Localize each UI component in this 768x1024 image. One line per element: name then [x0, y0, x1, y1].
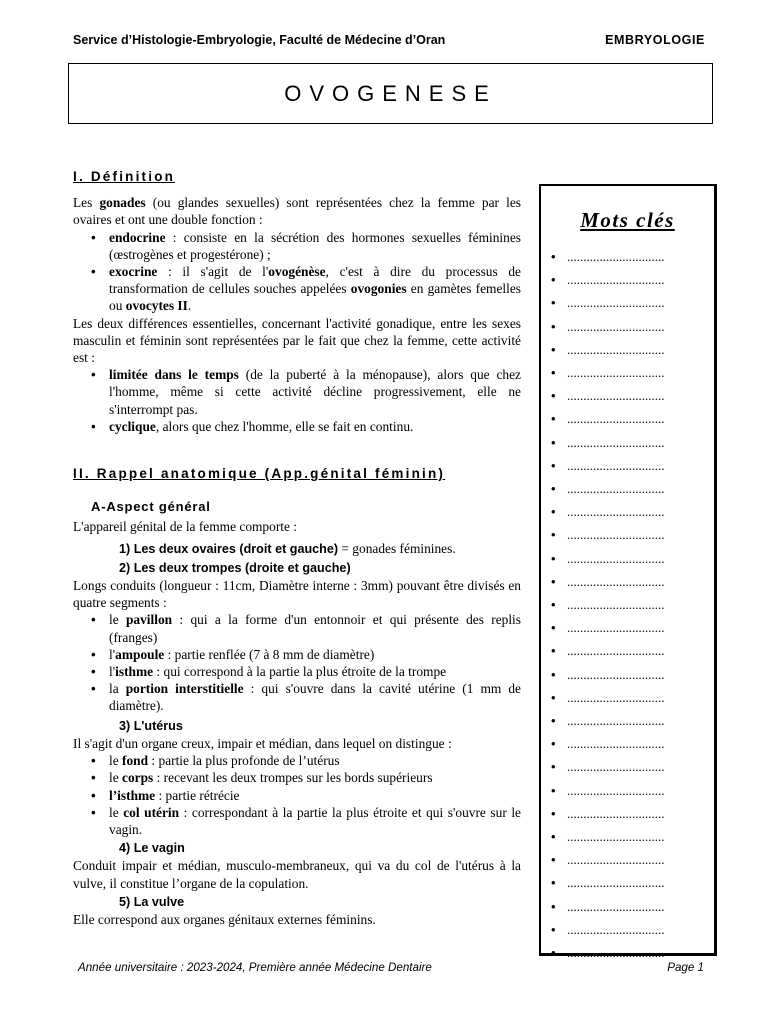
list-item-ampoule: • l'ampoule : partie renflée (7 à 8 mm de diamètre) [109, 646, 521, 663]
keyword-blank-line: • .............................. [567, 477, 714, 500]
keyword-blank-line: • .............................. [567, 825, 714, 848]
differences-text: Les deux différences essentielles, concernant l'activité gonadique, entre les sexes masculin et féminin sont représentées par le fait que chez la femme, cette activité est : [73, 315, 521, 366]
activity-list [73, 366, 521, 435]
function-list [73, 229, 521, 315]
list-item-cyclique: • cyclique, alors que chez l'homme, elle se fait en continu. [109, 418, 521, 435]
title-box [68, 63, 713, 124]
keyword-blank-line: • .............................. [567, 384, 714, 407]
keyword-blank-line: • .............................. [567, 686, 714, 709]
keyword-blank-line: • .............................. [567, 918, 714, 941]
section-1-heading: I. Définition [73, 169, 176, 184]
item-vagin-heading: 4) Le vagin [119, 841, 185, 856]
mots-cles-box [539, 184, 717, 961]
list-item-portion-interstitielle: • la portion interstitielle : qui s'ouvre dans la cavité utérine (1 mm de diamètre). [109, 680, 521, 714]
list-item-exocrine: • exocrine : il s'agit de l'ovogénèse, c'est à dire du processus de transformation de cellules souches appelées ovogonies en gamètes femelles ou ovocytes II. [109, 263, 521, 315]
keyword-blank-line: • .............................. [567, 454, 714, 477]
keyword-blank-line: • .............................. [567, 755, 714, 778]
trompes-segments-list [73, 611, 521, 714]
keyword-blank-line: • .............................. [567, 895, 714, 918]
keyword-blank-line: • .............................. [567, 500, 714, 523]
keyword-blank-line: • .............................. [567, 871, 714, 894]
mots-cles-title: Mots clés [580, 208, 675, 232]
keyword-blank-line: • .............................. [567, 616, 714, 639]
list-item-fond: • le fond : partie la plus profonde de l’utérus [109, 752, 521, 769]
list-item-corps: • le corps : recevant les deux trompes sur les bords supérieurs [109, 769, 521, 786]
keyword-blank-line: • .............................. [567, 338, 714, 361]
keyword-blank-line: • .............................. [567, 570, 714, 593]
list-item-limitee: • limitée dans le temps (de la puberté à la ménopause), alors que chez l'homme, même si cette activité décline progressivement, elle ne s'interrompt pas. [109, 366, 521, 418]
page-number: Page 1 [667, 961, 704, 974]
keyword-blank-line: • .............................. [567, 291, 714, 314]
keyword-blank-line: • .............................. [567, 848, 714, 871]
list-item-isthme-uterus: • l’isthme : partie rétrécie [109, 787, 521, 804]
keyword-blank-line: • .............................. [567, 547, 714, 570]
keyword-blank-line: • .............................. [567, 361, 714, 384]
footer-year: Année universitaire : 2023-2024, Première année Médecine Dentaire [78, 961, 432, 974]
keyword-blank-line: • .............................. [567, 268, 714, 291]
list-item-pavillon: • le pavillon : qui a la forme d'un entonnoir et qui présente des replis (franges) [109, 611, 521, 645]
section-2-heading: II. Rappel anatomique (App.génital féminin) [73, 466, 446, 482]
keyword-blank-line: • .............................. [567, 593, 714, 616]
item-vulve-heading: 5) La vulve [119, 894, 185, 909]
keyword-blank-line: • .............................. [567, 523, 714, 546]
item-trompes-heading: 2) Les deux trompes (droite et gauche) [119, 560, 351, 575]
keyword-blank-line: • .............................. [567, 407, 714, 430]
list-item-col-uterin: • le col utérin : correspondant à la partie la plus étroite et qui s'ouvre sur le vagin. [109, 804, 521, 838]
page-title: OVOGENESE [284, 80, 497, 106]
subsection-a-heading: A-Aspect général [91, 499, 211, 515]
appareil-intro: L'appareil génital de la femme comporte : [73, 519, 298, 535]
definition-intro: Les gonades (ou glandes sexuelles) sont représentées chez la femme par les ovaires et ont une double fonction : [73, 195, 521, 228]
keyword-blank-line: • .............................. [567, 663, 714, 686]
trompes-text: Longs conduits (longueur : 11cm, Diamètre interne : 3mm) pouvant être divisés en quatre segments : [73, 578, 521, 611]
keyword-blank-line: • .............................. [567, 315, 714, 338]
main-content [73, 168, 521, 928]
vagin-text: Conduit impair et médian, musculo-membraneux, qui va du col de l'utérus à la vulve, il constitue l’organe de la copulation. [73, 858, 521, 891]
keyword-blank-line: • .............................. [567, 732, 714, 755]
list-item-isthme: • l'isthme : qui correspond à la partie la plus étroite de la trompe [109, 663, 521, 680]
item-uterus-heading: 3) L'utérus [119, 718, 183, 733]
keyword-blank-line: • .............................. [567, 245, 714, 268]
uterus-text: Il s'agit d'un organe creux, impair et médian, dans lequel on distingue : [73, 735, 452, 751]
keyword-blank-line: • .............................. [567, 802, 714, 825]
keyword-blank-line: • .............................. [567, 709, 714, 732]
keyword-blank-line: • .............................. [567, 779, 714, 802]
keyword-blank-line: • .............................. [567, 941, 714, 964]
vulve-text: Elle correspond aux organes génitaux externes féminins. [73, 911, 376, 927]
keyword-blank-line: • .............................. [567, 639, 714, 662]
header-subject: EMBRYOLOGIE [605, 33, 705, 47]
keyword-blank-line: • .............................. [567, 431, 714, 454]
mots-cles-list [541, 245, 714, 964]
list-item-endocrine: • endocrine : consiste en la sécrétion des hormones sexuelles féminines (œstrogènes et progestérone) ; [109, 229, 521, 263]
header-service: Service d’Histologie-Embryologie, Faculté de Médecine d’Oran [73, 33, 446, 47]
uterus-parts-list [73, 752, 521, 838]
item-ovaires: 1) Les deux ovaires (droit et gauche) = gonades féminines. [119, 540, 456, 556]
